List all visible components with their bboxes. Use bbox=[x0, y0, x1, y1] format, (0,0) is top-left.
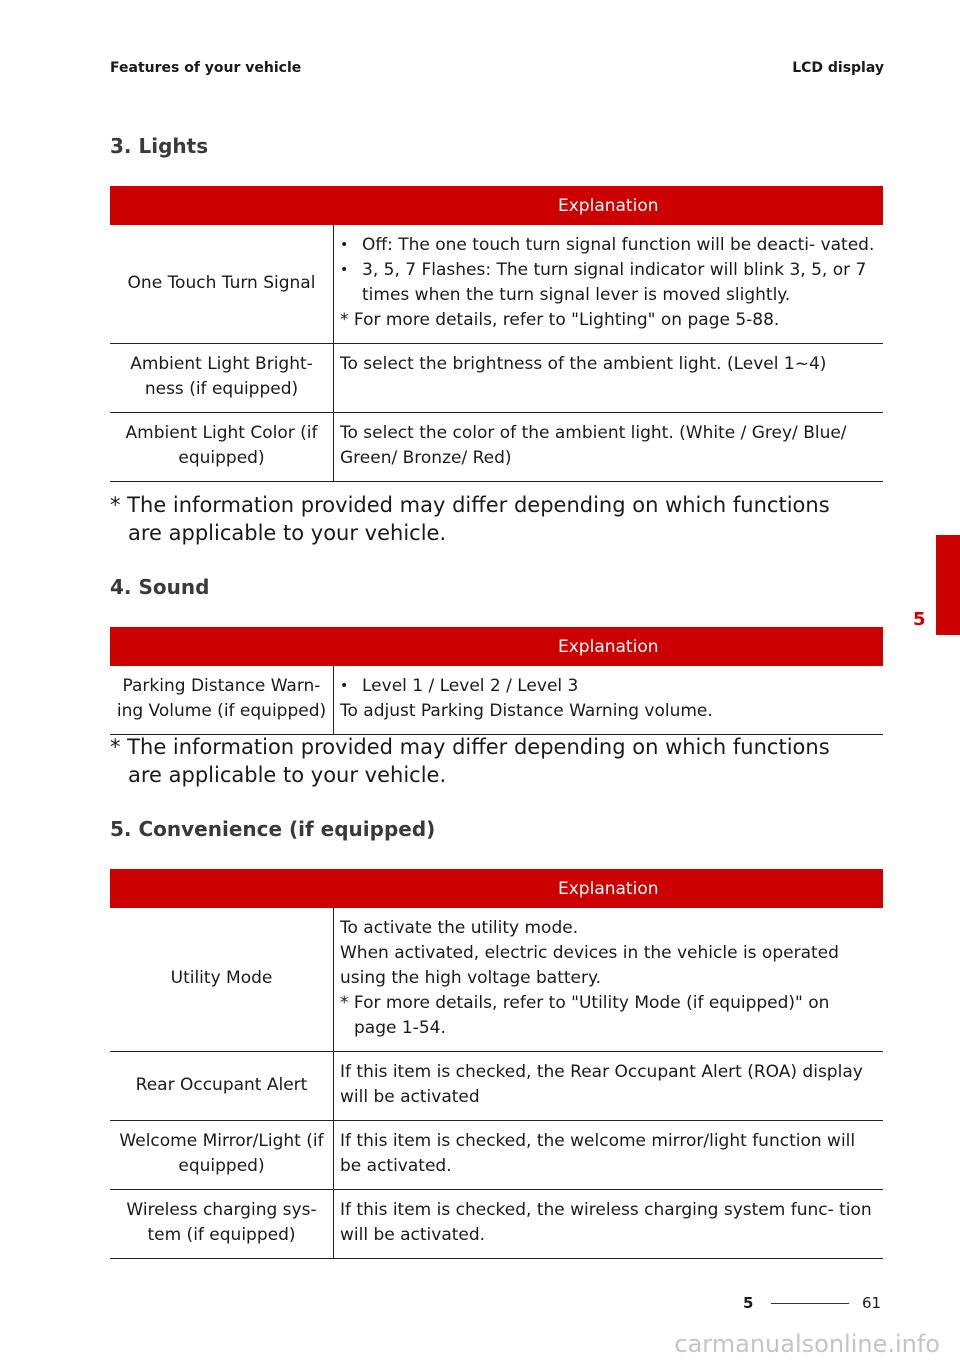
table-row bbox=[110, 1121, 883, 1190]
row-line: When activated, electric devices in the vehicle is operated using the high voltage battery. bbox=[340, 943, 839, 988]
table-header-blank bbox=[110, 186, 334, 225]
watermark: carmanualsonline.info bbox=[674, 1330, 940, 1358]
row-explanation: To select the brightness of the ambient light. (Level 1~4) bbox=[334, 344, 884, 413]
reference-note: * For more details, refer to "Lighting" on page 5-88. bbox=[340, 310, 780, 330]
chapter-tab-number: 5 bbox=[913, 609, 926, 630]
chapter-tab bbox=[936, 535, 960, 635]
table-header-blank bbox=[110, 869, 334, 908]
footer-divider bbox=[771, 1303, 849, 1304]
row-explanation: If this item is checked, the Rear Occupant Alert (ROA) display will be activated bbox=[334, 1052, 884, 1121]
row-name: Wireless charging sys- tem (if equipped) bbox=[110, 1190, 334, 1259]
section-title-lights: 3. Lights bbox=[110, 134, 209, 158]
table-row bbox=[110, 344, 883, 413]
row-line: To activate the utility mode. bbox=[340, 918, 579, 938]
table-row bbox=[110, 666, 883, 735]
section-title-sound: 4. Sound bbox=[110, 575, 210, 599]
table-header-explanation: Explanation bbox=[334, 627, 884, 666]
bullet-list bbox=[340, 233, 877, 308]
table-header-row bbox=[110, 186, 883, 225]
row-text: To adjust Parking Distance Warning volume. bbox=[340, 701, 713, 721]
row-explanation bbox=[334, 225, 884, 344]
row-explanation: If this item is checked, the welcome mirror/light function will be activated. bbox=[334, 1121, 884, 1190]
page-number: 61 bbox=[862, 1294, 882, 1312]
row-name: Ambient Light Bright- ness (if equipped) bbox=[110, 344, 334, 413]
row-name: Ambient Light Color (if equipped) bbox=[110, 413, 334, 482]
bullet-item: • Level 1 / Level 2 / Level 3 bbox=[340, 674, 877, 699]
running-header-section: Features of your vehicle bbox=[110, 60, 302, 76]
table-header-blank bbox=[110, 627, 334, 666]
table-header-explanation: Explanation bbox=[334, 869, 884, 908]
bullet-item: • Off: The one touch turn signal function will be deacti- vated. bbox=[340, 233, 877, 258]
row-explanation: To select the color of the ambient light. (White / Grey/ Blue/ Green/ Bronze/ Red) bbox=[334, 413, 884, 482]
row-name: Welcome Mirror/Light (if equipped) bbox=[110, 1121, 334, 1190]
row-explanation bbox=[334, 666, 884, 735]
footnote: * The information provided may differ depending on which functions are applicable to your vehicle. bbox=[110, 493, 830, 545]
row-name: Parking Distance Warn- ing Volume (if equipped) bbox=[110, 666, 334, 735]
row-name: One Touch Turn Signal bbox=[110, 225, 334, 344]
row-name: Rear Occupant Alert bbox=[110, 1052, 334, 1121]
table-row bbox=[110, 1052, 883, 1121]
footer-chapter: 5 bbox=[743, 1294, 754, 1312]
table-header-row bbox=[110, 627, 883, 666]
sound-table bbox=[110, 627, 883, 735]
bullet-item: • 3, 5, 7 Flashes: The turn signal indicator will blink 3, 5, or 7 times when the turn signal lever is moved slightly. bbox=[340, 258, 877, 308]
row-explanation bbox=[334, 908, 884, 1052]
row-name: Utility Mode bbox=[110, 908, 334, 1052]
lights-table bbox=[110, 186, 883, 482]
table-header-explanation: Explanation bbox=[334, 186, 884, 225]
table-row bbox=[110, 225, 883, 344]
table-row bbox=[110, 1190, 883, 1259]
table-row bbox=[110, 908, 883, 1052]
table-header-row bbox=[110, 869, 883, 908]
convenience-table bbox=[110, 869, 883, 1259]
table-row bbox=[110, 413, 883, 482]
section-title-convenience: 5. Convenience (if equipped) bbox=[110, 817, 436, 841]
bullet-list bbox=[340, 674, 877, 699]
reference-note: * For more details, refer to "Utility Mode (if equipped)" on page 1-54. bbox=[340, 993, 830, 1038]
running-header-topic: LCD display bbox=[792, 60, 884, 76]
row-explanation: If this item is checked, the wireless charging system func- tion will be activated. bbox=[334, 1190, 884, 1259]
footnote: * The information provided may differ depending on which functions are applicable to your vehicle. bbox=[110, 735, 830, 787]
